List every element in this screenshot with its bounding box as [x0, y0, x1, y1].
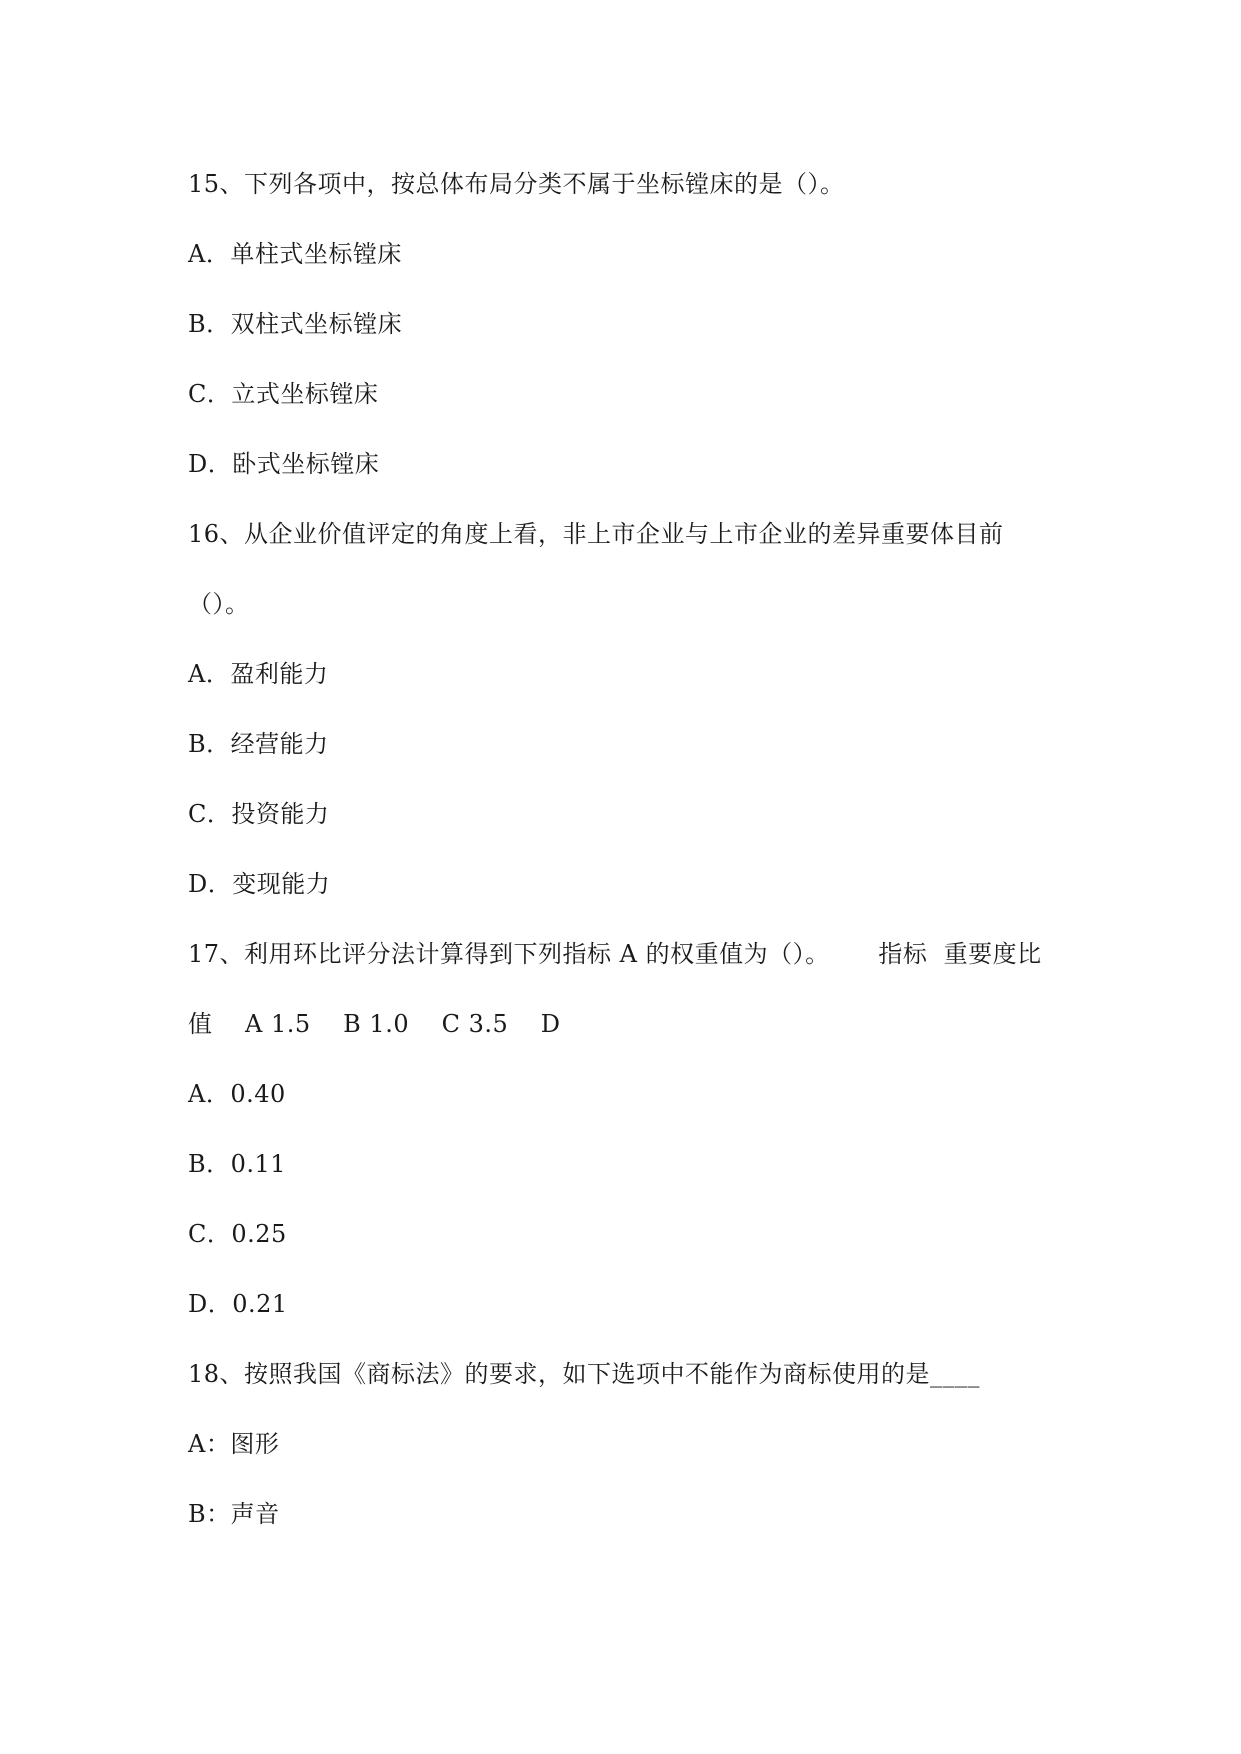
question-16-option-a: A．盈利能力 [188, 660, 329, 688]
question-18-option-b: B：声音 [188, 1500, 280, 1528]
question-16-option-d: D．变现能力 [188, 870, 331, 898]
question-15-option-b: B．双柱式坐标镗床 [188, 310, 403, 338]
question-16-stem-line-1: 16、从企业价值评定的角度上看，非上市企业与上市企业的差异重要体目前 [188, 520, 1004, 548]
question-17-option-d: D．0.21 [188, 1290, 288, 1318]
question-15-option-a: A．单柱式坐标镗床 [188, 240, 402, 268]
question-17-option-a: A．0.40 [188, 1080, 286, 1108]
question-15-option-c: C．立式坐标镗床 [188, 380, 379, 408]
question-18-option-a: A：图形 [188, 1430, 280, 1458]
question-18-stem: 18、按照我国《商标法》的要求，如下选项中不能作为商标使用的是____ [188, 1360, 981, 1388]
question-17-option-c: C．0.25 [188, 1220, 287, 1248]
question-16-option-c: C．投资能力 [188, 800, 330, 828]
question-15-stem: 15、下列各项中，按总体布局分类不属于坐标镗床的是（）。 [188, 170, 845, 198]
question-17-option-b: B．0.11 [188, 1150, 287, 1178]
question-16-option-b: B．经营能力 [188, 730, 329, 758]
question-17-stem-line-2: 值 A 1.5 B 1.0 C 3.5 D [188, 1010, 561, 1038]
question-17-stem-line-1: 17、利用环比评分法计算得到下列指标 A 的权重值为（）。 指标 重要度比 [188, 940, 1042, 968]
question-15-option-d: D．卧式坐标镗床 [188, 450, 380, 478]
question-16-stem-line-2: （）。 [188, 590, 250, 618]
